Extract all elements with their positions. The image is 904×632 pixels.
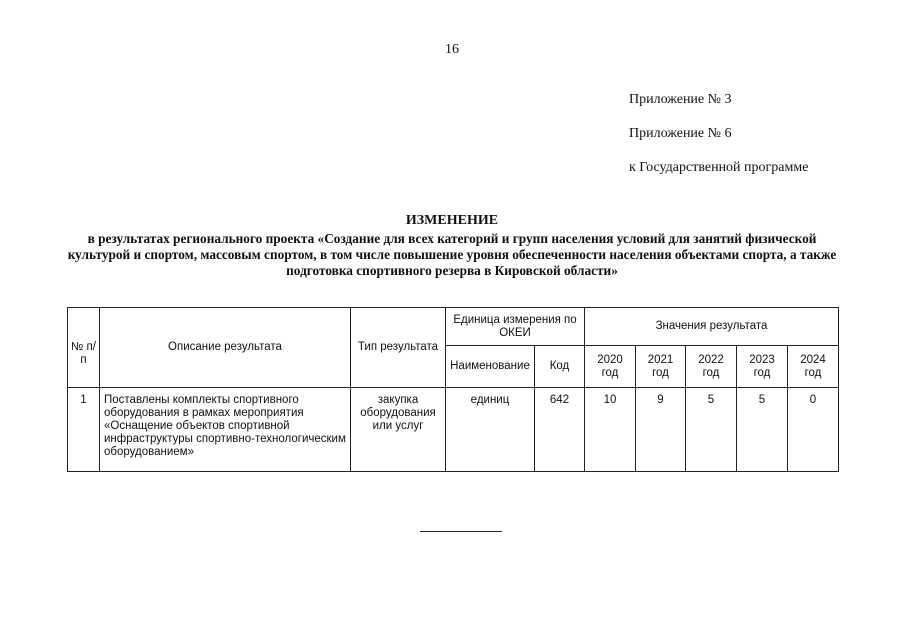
header-unit-group: Единица измерения по ОКЕИ: [446, 308, 585, 346]
cell-value-2024: 0: [788, 388, 839, 472]
cell-unit-name: единиц: [446, 388, 535, 472]
cell-number: 1: [68, 388, 100, 472]
document-subtitle: в результатах регионального проекта «Создание для всех категорий и групп населения условий для занятий физической культурой и спортом, массовым спортом, в том числе повышение уровня обеспеченности населения объектами спорта, а также подготовка спортивного резерва в Кировской области»: [67, 231, 837, 278]
header-year-2023: 2023 год: [737, 346, 788, 388]
header-number: № п/п: [68, 308, 100, 388]
cell-value-2023: 5: [737, 388, 788, 472]
footer-divider: [420, 531, 502, 532]
header-year-2024: 2024 год: [788, 346, 839, 388]
cell-unit-code: 642: [535, 388, 585, 472]
header-year-2021: 2021 год: [636, 346, 686, 388]
cell-value-2021: 9: [636, 388, 686, 472]
page-number: 16: [445, 42, 459, 57]
table-row: [68, 388, 839, 472]
appendix-line-1: Приложение № 3: [629, 92, 732, 107]
cell-type: закупка оборудования или услуг: [351, 388, 446, 472]
header-values-group: Значения результата: [585, 308, 839, 346]
header-description: Описание результата: [100, 308, 351, 388]
results-table: [67, 307, 839, 472]
appendix-line-3: к Государственной программе: [629, 160, 809, 175]
header-type: Тип результата: [351, 308, 446, 388]
appendix-line-2: Приложение № 6: [629, 126, 732, 141]
header-year-2022: 2022 год: [686, 346, 737, 388]
cell-value-2022: 5: [686, 388, 737, 472]
cell-value-2020: 10: [585, 388, 636, 472]
header-year-2020: 2020 год: [585, 346, 636, 388]
document-title: ИЗМЕНЕНИЕ: [405, 213, 499, 228]
cell-description: Поставлены комплекты спортивного оборудования в рамках мероприятия «Оснащение объектов спортивной инфраструктуры спортивно-технологическим оборудованием»: [100, 388, 351, 472]
header-unit-code: Код: [535, 346, 585, 388]
header-unit-name: Наименование: [446, 346, 535, 388]
